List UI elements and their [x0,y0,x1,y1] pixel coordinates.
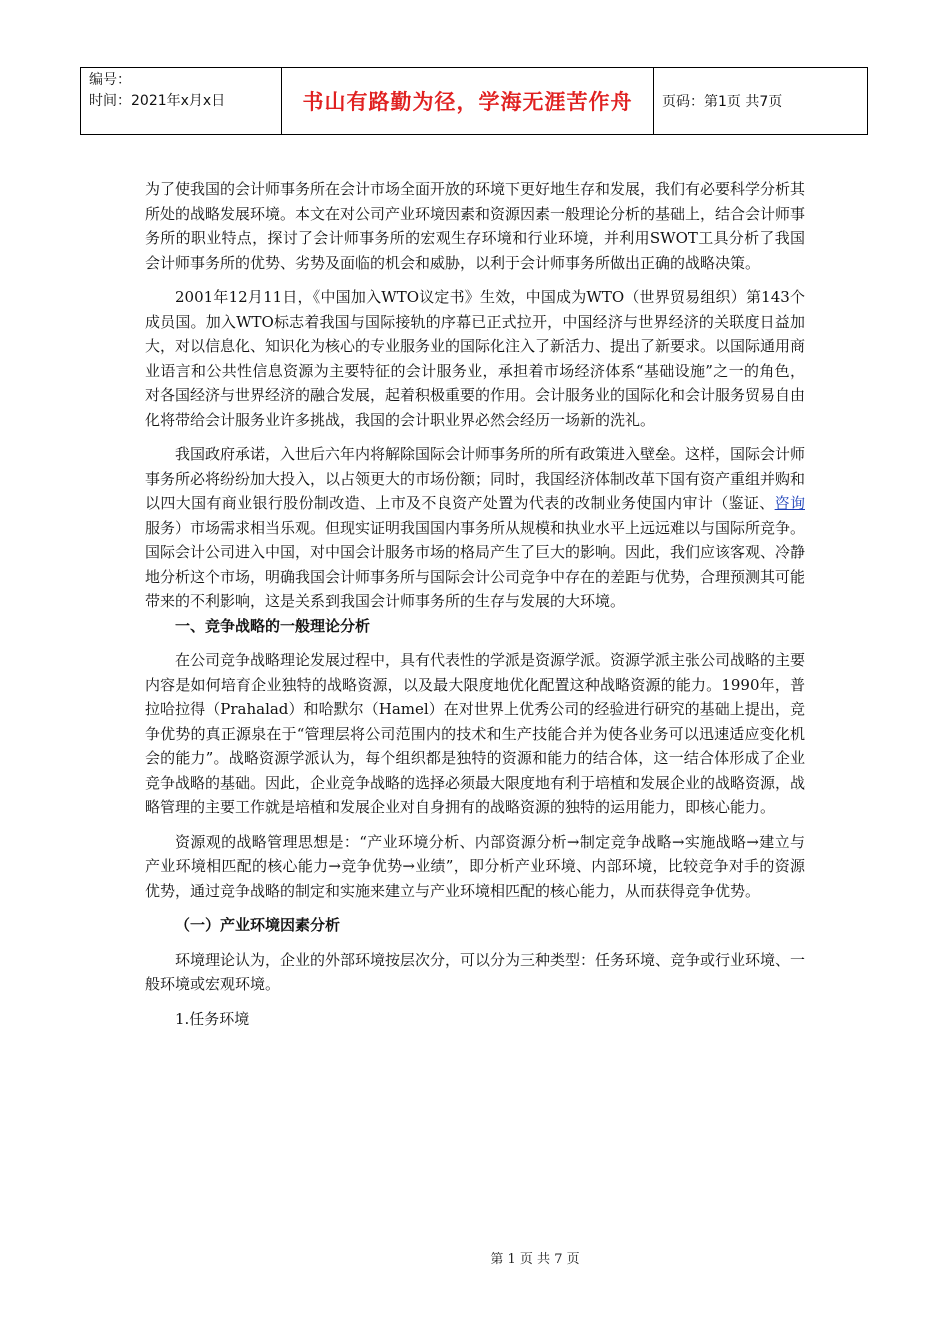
resource-view-paragraph: 资源观的战略管理思想是：“产业环境分析、内部资源分析→制定竞争战略→实施战略→建立与产业环境相匹配的核心能力→竞争优势→业绩”，即分析产业环境、内部环境，比较竞争对手的资源优势，通过竞争战略的制定和实施来建立与产业环境相匹配的核心能力，从而获得竞争优势。 [145,832,805,900]
header-meta-cell [81,68,282,134]
consulting-link[interactable]: 咨询 [774,494,805,512]
intro-paragraph: 为了使我国的会计师事务所在会计市场全面开放的环境下更好地生存和发展，我们有必要科学分析其所处的战略发展环境。本文在对公司产业环境因素和资源因素一般理论分析的基础上，结合会计师事务所的职业特点，探讨了会计师事务所的宏观生存环境和行业环境，并利用SWOT工具分析了我国会计师事务所的优势、劣势及面临的机会和威胁，以利于会计师事务所做出正确的战略决策。 [145,180,806,272]
number-label: 编号： [89,72,131,88]
list-item: 1.任务环境 [175,1009,250,1028]
footer-page-number: 第 1 页 共 7 页 [490,1252,580,1267]
header-table [80,67,868,135]
page-info: 页码：第1页 共7页 [662,94,783,110]
document-body [145,177,805,1031]
paragraph-text: 服务）市场需求相当乐观。但现实证明我国国内事务所从规模和执业水平上远远难以与国际所竞争。国际会计公司进入中国，对中国会计服务市场的格局产生了巨大的影响。因此，我们应该客观、冷静地分析这个市场，明确我国会计师事务所与国际会计公司竞争中存在的差距与优势，合理预测其可能带来的不利影响，这是关系到我国会计师事务所的生存与发展的大环境。 [145,518,806,610]
page-footer [0,1248,950,1267]
section-heading: 一、竞争战略的一般理论分析 [175,616,371,635]
wto-paragraph: 2001年12月11日，《中国加入WTO议定书》生效，中国成为WTO（世界贸易组织）第143个成员国。加入WTO标志着我国与国际接轨的序幕已正式拉开，中国经济与世界经济的关联度日益加大，对以信息化、知识化为核心的专业服务业的国际化注入了新活力、提出了新要求。以国际通用商业语言和公共性信息资源为主要特征的会计服务业，承担着市场经济体系“基础设施”之一的角色，对各国经济与世界经济的融合发展，起着积极重要的作用。会计服务业的国际化和会计服务贸易自由化将带给会计服务业许多挑战，我国的会计职业界必然会经历一场新的洗礼。 [145,288,806,429]
theory-paragraph: 在公司竞争战略理论发展过程中，具有代表性的学派是资源学派。资源学派主张公司战略的主要内容是如何培育企业独特的战略资源，以及最大限度地优化配置这种战略资源的能力。1990年，普拉哈拉得（Prahalad）和哈默尔（Hamel）在对世界上优秀公司的经验进行研究的基础上提出，竞争优势的真正源泉在于“管理层将公司范围内的技术和生产技能合并为使各业务可以迅速适应变化机会的能力”。战略资源学派认为，每个组织都是独特的资源和能力的结合体，这一结合体形成了企业竞争战略的基础。因此，企业竞争战略的选择必须最大限度地有利于培植和发展企业的战略资源，战略管理的主要工作就是培植和发展企业对自身拥有的战略资源的独特的运用能力，即核心能力。 [145,651,806,816]
motto: 书山有路勤为径，学海无涯苦作舟 [282,68,654,134]
subsection-heading: （一）产业环境因素分析 [175,916,341,934]
time-label: 时间：2021年x月x日 [89,93,226,109]
paragraph-text: 我国政府承诺，入世后六年内将解除国际会计师事务所的所有政策进入壁垒。这样，国际会计师事务所必将纷纷加大投入，以占领更大的市场份额；同时，我国经济体制改革下国有资产重组并购和以四大国有商业银行股份制改造、上市及不良资产处置为代表的改制业务使国内审计（鉴证、 [145,445,806,512]
environment-paragraph: 环境理论认为，企业的外部环境按层次分，可以分为三种类型：任务环境、竞争或行业环境、一般环境或宏观环境。 [145,950,806,993]
government-paragraph [145,442,805,614]
